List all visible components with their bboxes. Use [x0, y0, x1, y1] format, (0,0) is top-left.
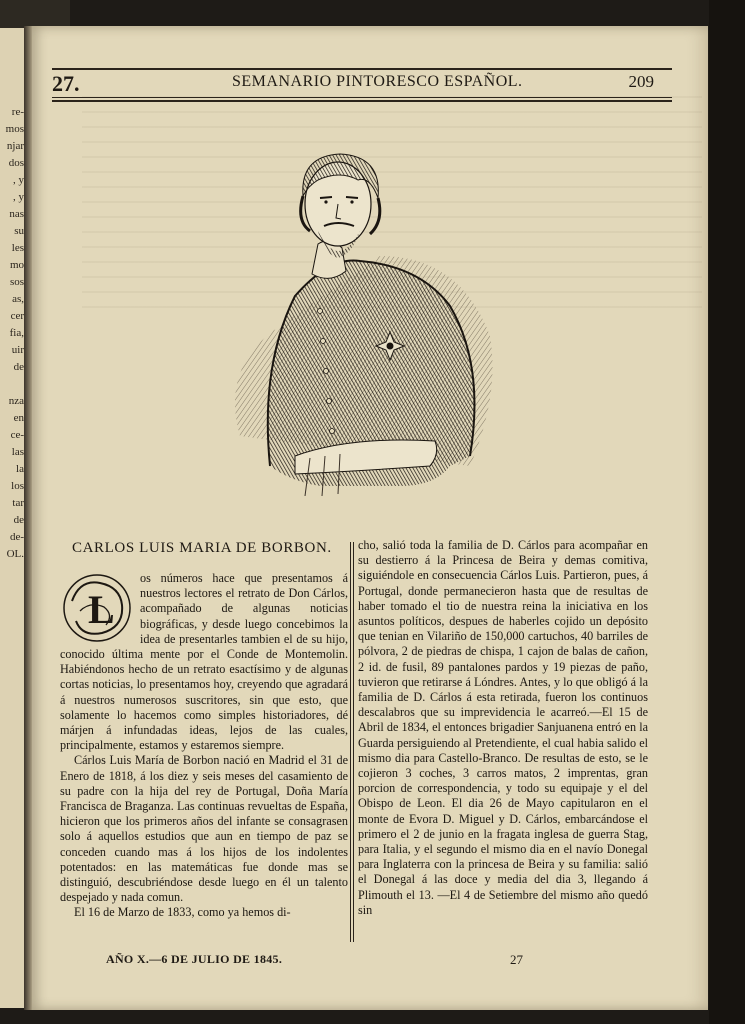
- dropcap-letter: L: [88, 587, 115, 632]
- article-right-column: [358, 538, 648, 918]
- portrait-engraving: [200, 136, 500, 496]
- header-rule: [52, 68, 672, 70]
- background-strip: [0, 0, 70, 28]
- header-rule: [52, 97, 672, 98]
- article-left-column: [60, 571, 348, 921]
- magazine-page: [32, 26, 708, 1010]
- page-number: 209: [628, 72, 654, 91]
- column-divider: [350, 542, 351, 942]
- header-rule: [52, 100, 672, 102]
- paragraph: cho, salió toda la familia de D. Cárlos para acompañar en su destierro á la Princesa de Beira y demas comitiva, siguiéndole en consecuencia Cárlos Luis. Partieron, pues, á Portugal, donde permanecieron hasta que de resultas de haber tomado el tio de nuestra reina la iniciativa en los asuntos políticos, despues de haberles cojido un depósito que tenian en Vilariño de 150,000 cartuchos, 40 barriles de pólvora, 2 de piedras de chispa, 1 cajon de balas de cañon, 2 id. de fusil, 89 pantalones pardos y 19 piezas de paño, tuvieron que retirarse á Lóndres. Antes, y lo que obligó á la familia de D. Cárlos á esta retirada, fueron los continuos descalabros que su imprevidencia le acarreó.—El 15 de Abril de 1834, el entonces brigadier Sanjuanena entró en la Guarda persiguiendo al Pretendiente, el cual habia salido el mismo dia para Castello-Branco. De resultas de esto, se le cojieron 3 coches, 3 carros matos, 2 imprentas, gran porcion de correspondencia, y todo su equipaje y el del Obispo de Leon. El dia 26 de Mayo capitularon en el monte de Evora D. Miguel y D. Cárlos, embarcándose el primero el 2 de junio en la fragata inglesa de guerra Stag, para Italia, y el segundo el mismo dia en el navío Donegal para Inglaterra con la princesa de Beira y su familia: salió el Donegal á las doce y media del dia 3, llegando á Plimouth el 13. —El 4 de Setiembre del mismo año quedó sin: [358, 538, 648, 917]
- background-edge: [709, 0, 745, 1024]
- sheet-signature: 27: [510, 952, 523, 967]
- article-title: CARLOS LUIS MARIA DE BORBON.: [72, 540, 332, 556]
- paragraph: El 16 de Marzo de 1833, como ya hemos di-: [74, 905, 291, 920]
- page-header: [52, 68, 672, 98]
- issue-date: AÑO X.—6 DE JULIO DE 1845.: [106, 952, 283, 966]
- magazine-title: SEMANARIO PINTORESCO ESPAÑOL.: [232, 73, 523, 90]
- paragraph: os números hace que presentamos á nuestros lectores el retrato de Don Cárlos, acompañado de algunas noticias biográficas, y desde luego concebimos la idea de presentarles tambien el de su hijo, conocido última mente por el Conde de Montemolin. Habiéndonos hecho de un retrato esactísimo y de algunas cortas noticias, lo presentamos hoy, creyendo que agradará á nuestros numerosos suscritores, sin que esto, que solamente lo hacemos como simples historiadores, dé márjen á infundadas ideas, lejos de las cuales, principalmente, estamos y estaremos siempre.: [60, 571, 348, 753]
- paragraph: Cárlos Luis María de Borbon nació en Madrid el 31 de Enero de 1818, á los diez y seis meses del casamiento de su padre con la hija del rey de Portugal, Doña María Francisca de Braganza. Las continuas revueltas de España, hicieron que los primeros años del infante se consagrasen solo á aquellos estudios que aun en tiempo de paz se conceden cuando mas á los hijos de los indolentes potentados: en las matemáticas fue donde mas se distinguió, descubriéndose desde luego en él un talento despejado y nada comun.: [60, 753, 348, 905]
- dropcap-ornament: [60, 571, 134, 645]
- issue-number: 27.: [52, 71, 80, 96]
- previous-page-text: re- mos njar dos , y , y nas su les mo sos as, cer fia, uir de nza en ce- las la los tar de de- OL.: [5, 106, 24, 560]
- previous-page-edge: [0, 28, 26, 1008]
- column-divider: [353, 542, 354, 942]
